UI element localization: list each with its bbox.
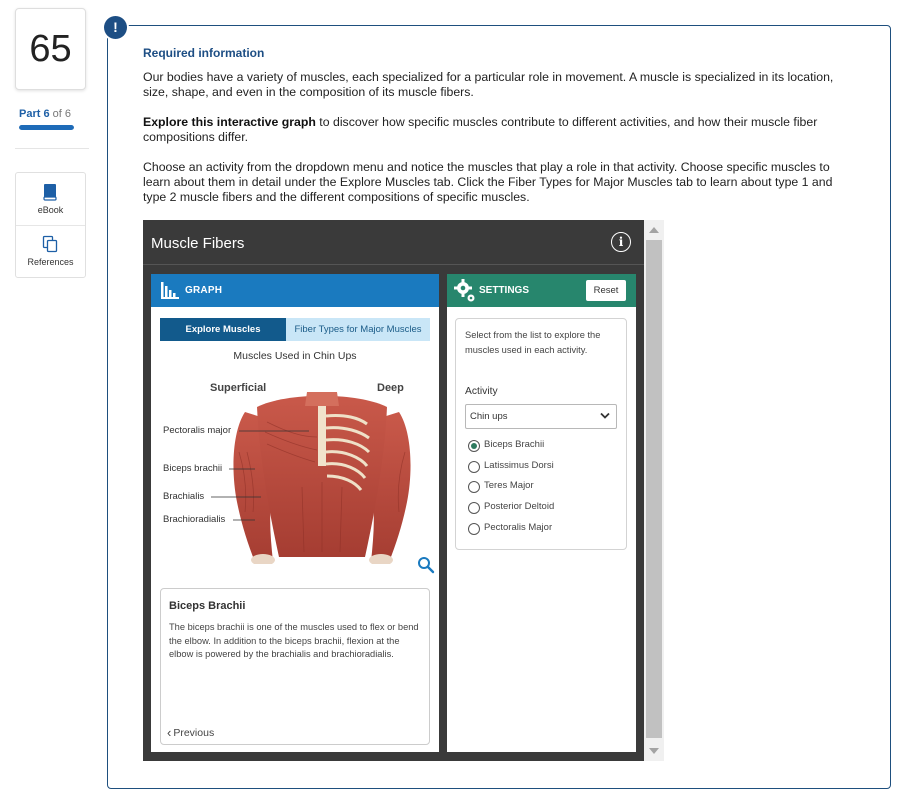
- part-current: 6: [43, 108, 50, 120]
- activity-dropdown-value: Chin ups: [470, 411, 508, 422]
- radio-label: Pectoralis Major: [484, 522, 553, 533]
- label-leader-lines: [151, 274, 439, 574]
- part-progress-bar: [19, 125, 74, 130]
- muscle-info-title: Biceps Brachii: [169, 600, 246, 612]
- ebook-label: eBook: [37, 205, 64, 215]
- label-pectoralis-major: Pectoralis major: [163, 425, 232, 436]
- muscle-info-box: [160, 588, 430, 745]
- part-indicator: [19, 108, 71, 120]
- widget-divider: [143, 264, 644, 265]
- explore-bold-text: Explore this interactive graph: [143, 115, 316, 129]
- graph-panel: [151, 274, 439, 752]
- part-of: of: [52, 108, 62, 120]
- chevron-left-icon: ‹: [167, 725, 172, 740]
- chevron-down-icon: [600, 412, 610, 420]
- resources-card: [15, 172, 86, 278]
- required-info-title: Required information: [143, 46, 265, 60]
- deep-label: Deep: [377, 382, 404, 394]
- activity-label: Activity: [465, 386, 498, 397]
- info-icon[interactable]: i: [611, 232, 631, 252]
- rail-divider: [15, 148, 89, 149]
- label-brachioradialis: Brachioradialis: [163, 514, 226, 525]
- question-number: 65: [29, 28, 72, 70]
- explore-paragraph: [143, 115, 858, 145]
- settings-description: Select from the list to explore the muscles used in each activity.: [465, 330, 601, 355]
- scroll-down-arrow-icon[interactable]: [649, 748, 659, 754]
- copy-pages-icon: [42, 235, 58, 253]
- references-label: References: [27, 257, 74, 267]
- ebook-button[interactable]: [16, 173, 85, 226]
- settings-header: [447, 274, 636, 307]
- tab-explore-muscles[interactable]: Explore Muscles: [160, 318, 286, 341]
- widget-header: [143, 220, 644, 264]
- radio-circle[interactable]: [468, 502, 480, 514]
- radio-label: Teres Major: [484, 480, 534, 491]
- figure-title: Muscles Used in Chin Ups: [233, 350, 357, 362]
- part-progress-fill: [19, 125, 74, 130]
- settings-header-label: SETTINGS: [479, 285, 530, 296]
- radio-circle[interactable]: [468, 523, 480, 535]
- label-biceps-brachii: Biceps brachii: [163, 463, 223, 474]
- radio-circle[interactable]: [468, 440, 480, 452]
- explore-rest-text: to discover how specific muscles contribute to different activities, and how their muscle fiber compositions differ.: [143, 115, 818, 144]
- zoom-magnifier-icon[interactable]: [417, 556, 435, 574]
- radio-label: Latissimus Dorsi: [484, 460, 554, 471]
- settings-box: [455, 318, 627, 550]
- references-button[interactable]: [16, 225, 85, 277]
- settings-panel: [447, 274, 636, 752]
- instructions-paragraph: Choose an activity from the dropdown menu and notice the muscles that play a role in that activity. Choose specific muscles to learn about them in detail under the Explore Muscles tab. Click the Fiber Types for Major Muscles tab to learn about type 1 and type 2 muscle fibers and the different compositions of specific muscles.: [143, 160, 833, 204]
- graph-header-label: GRAPH: [185, 285, 223, 296]
- radio-circle[interactable]: [468, 461, 480, 473]
- part-total: 6: [64, 108, 72, 120]
- widget-title: Muscle Fibers: [151, 235, 245, 252]
- radio-label: Biceps Brachii: [484, 439, 545, 450]
- label-brachialis: Brachialis: [163, 491, 205, 502]
- radio-circle[interactable]: [468, 481, 480, 493]
- superficial-label: Superficial: [210, 382, 267, 394]
- part-prefix: Part: [19, 108, 41, 120]
- intro-paragraph: Our bodies have a variety of muscles, each specialized for a particular role in movement. A muscle is specialized in its location, size, shape, and even in the composition of its muscle fibers.: [143, 70, 834, 99]
- muscle-info-text: The biceps brachii is one of the muscles used to flex or bend the elbow. In addition to the biceps brachii, flexion at the elbow is powered by the brachialis and brachioradialis.: [169, 622, 419, 659]
- previous-label: Previous: [173, 727, 215, 739]
- tab-fiber-types[interactable]: Fiber Types for Major Muscles: [286, 318, 430, 341]
- alert-icon: !: [104, 16, 127, 39]
- previous-button[interactable]: [167, 724, 214, 739]
- widget-scrollbar[interactable]: [644, 220, 664, 761]
- reset-button[interactable]: Reset: [586, 280, 626, 301]
- activity-dropdown[interactable]: [465, 404, 617, 429]
- radio-label: Posterior Deltoid: [484, 501, 555, 512]
- question-number-box: [15, 8, 86, 90]
- gears-icon: [453, 278, 477, 304]
- scroll-up-arrow-icon[interactable]: [649, 227, 659, 233]
- scrollbar-thumb[interactable]: [646, 240, 662, 738]
- book-icon: [42, 183, 58, 201]
